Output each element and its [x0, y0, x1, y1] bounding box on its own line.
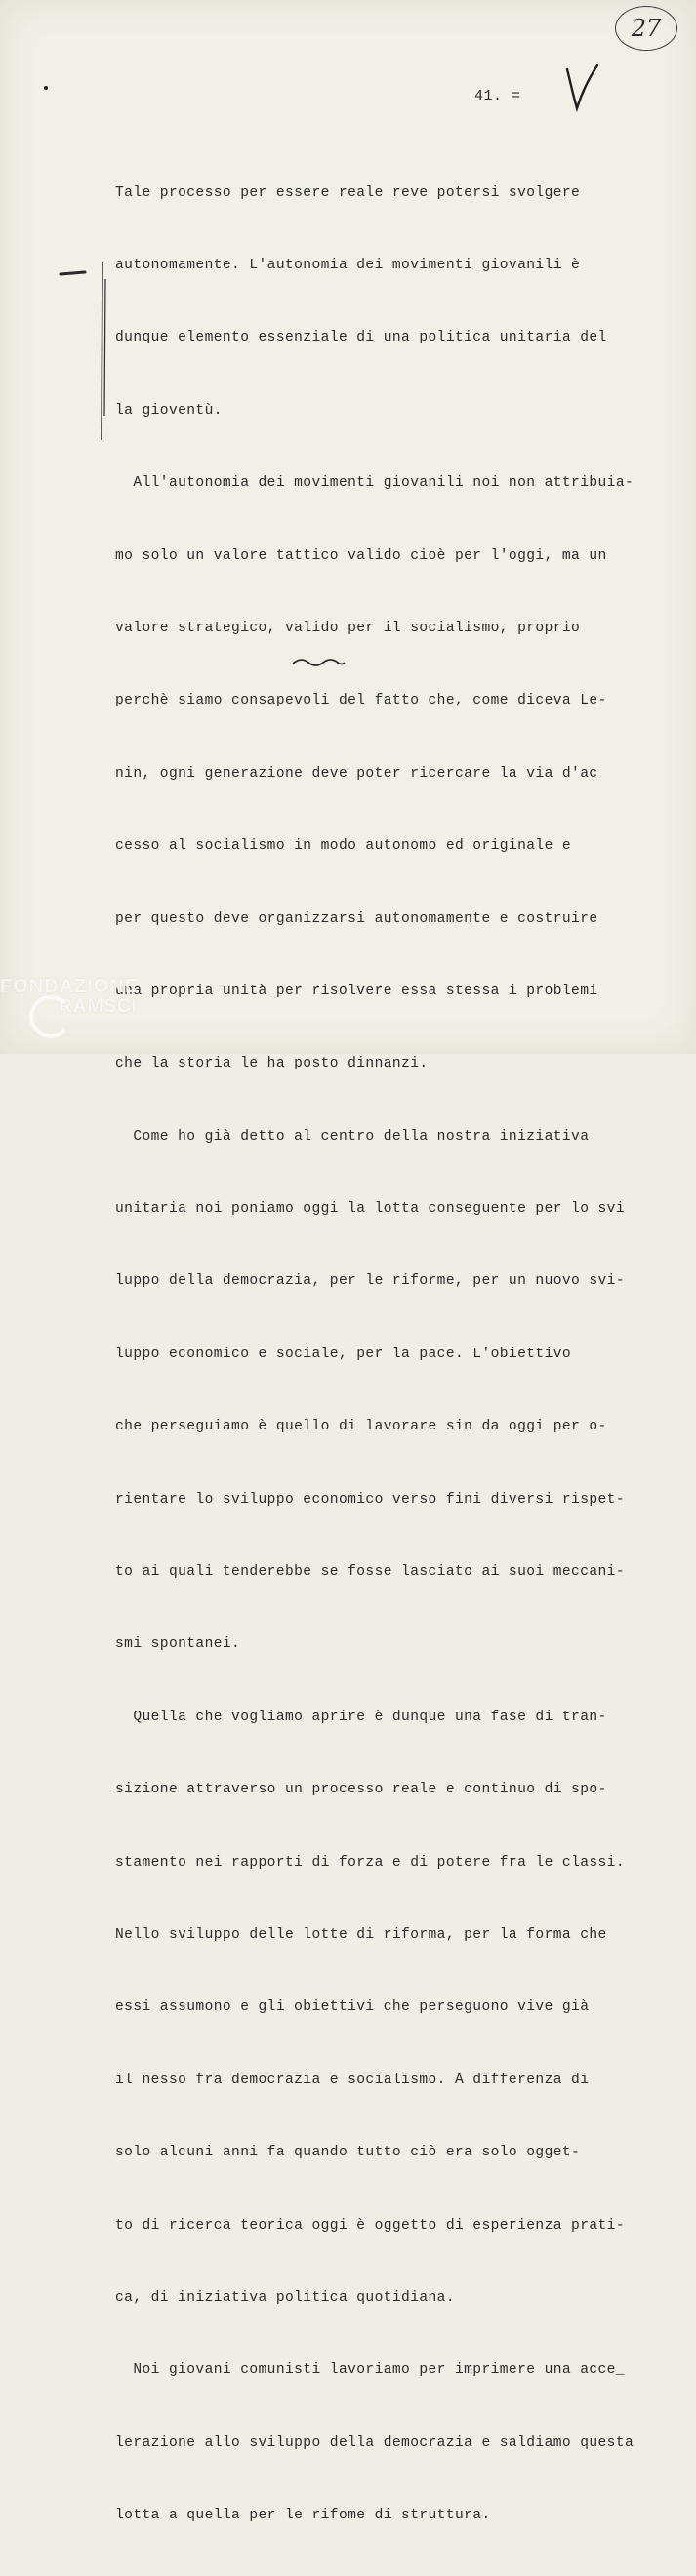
text-line: to ai quali tenderebbe se fosse lasciato ai suoi meccani-	[115, 1564, 625, 1581]
text-line: lerazione allo sviluppo della democrazia e saldiamo questa	[115, 2435, 635, 2451]
text-line: sizione attraverso un processo reale e continuo di spo-	[115, 1782, 607, 1798]
text-line: il nesso fra democrazia e socialismo. A differenza di	[115, 2072, 590, 2088]
archive-watermark	[0, 976, 139, 1018]
text-line: Tale processo per essere reale reve potersi svolgere	[115, 184, 581, 201]
text-line: lotta a quella per le rifome di struttura.	[115, 2508, 491, 2524]
text-line: Quella che vogliamo aprire è dunque una fase di tran-	[115, 1709, 607, 1725]
text-line: valore strategico, valido per il socialismo, proprio	[115, 620, 581, 636]
text-line: che perseguiamo è quello di lavorare sin da oggi per o-	[115, 1419, 607, 1435]
margin-bracket-mark	[98, 260, 111, 445]
text-line: mo solo un valore tattico valido cioè per l'oggi, ma un	[115, 547, 607, 564]
text-line: Come ho già detto al centro della nostra iniziativa	[115, 1128, 590, 1145]
text-line: rientare lo sviluppo economico verso fini diversi rispet-	[115, 1491, 625, 1508]
text-line: una propria unità per risolvere essa stessa i problemi	[115, 983, 598, 999]
text-line: essi assumono e gli obiettivi che perseguono vive già	[115, 1999, 590, 2016]
text-line: cesso al socialismo in modo autonomo ed originale e	[115, 838, 572, 855]
text-line: nin, ogni generazione deve poter ricercare la via d'ac	[115, 765, 598, 782]
watermark-line-1: FONDAZIONE	[0, 976, 140, 997]
watermark-line-2: RAMSCI	[59, 996, 138, 1017]
margin-dash-mark	[59, 268, 88, 278]
page-number: 41. =	[474, 88, 521, 104]
text-line: luppo economico e sociale, per la pace. L'obiettivo	[115, 1346, 572, 1362]
watermark-g-logo-icon	[29, 995, 72, 1038]
text-line: autonomamente. L'autonomia dei movimenti giovanili è	[115, 257, 581, 273]
text-line: dunque elemento essenziale di una politica unitaria del	[115, 330, 607, 346]
text-line: smi spontanei.	[115, 1636, 241, 1653]
text-line: Noi giovani comunisti lavoriamo per imprimere una acce_	[115, 2362, 625, 2379]
text-line: unitaria noi poniamo oggi la lotta conseguente per lo svi	[115, 1201, 625, 1218]
text-line: solo alcuni anni fa quando tutto ciò era solo ogget-	[115, 2145, 581, 2161]
text-line: stamento nei rapporti di forza e di potere fra le classi.	[115, 1854, 625, 1871]
text-line: All'autonomia dei movimenti giovanili noi non attribuia-	[115, 475, 635, 492]
ink-dot	[44, 86, 48, 90]
text-line: ca, di iniziativa politica quotidiana.	[115, 2289, 455, 2306]
text-line: la gioventù.	[115, 402, 223, 419]
text-line: to di ricerca teorica oggi è oggetto di esperienza prati-	[115, 2217, 625, 2234]
checkmark-icon	[563, 63, 602, 114]
typed-body-text	[115, 133, 691, 2576]
archive-number-circled: 27	[615, 6, 677, 51]
text-line: per questo deve organizzarsi autonomamente e costruire	[115, 910, 598, 927]
text-line: Nello sviluppo delle lotte di riforma, per la forma che	[115, 1926, 607, 1943]
text-line: luppo della democrazia, per le riforme, per un nuovo svi-	[115, 1273, 625, 1290]
text-line: perchè siamo consapevoli del fatto che, come diceva Le-	[115, 693, 607, 709]
text-line: che la storia le ha posto dinnanzi.	[115, 1056, 429, 1072]
